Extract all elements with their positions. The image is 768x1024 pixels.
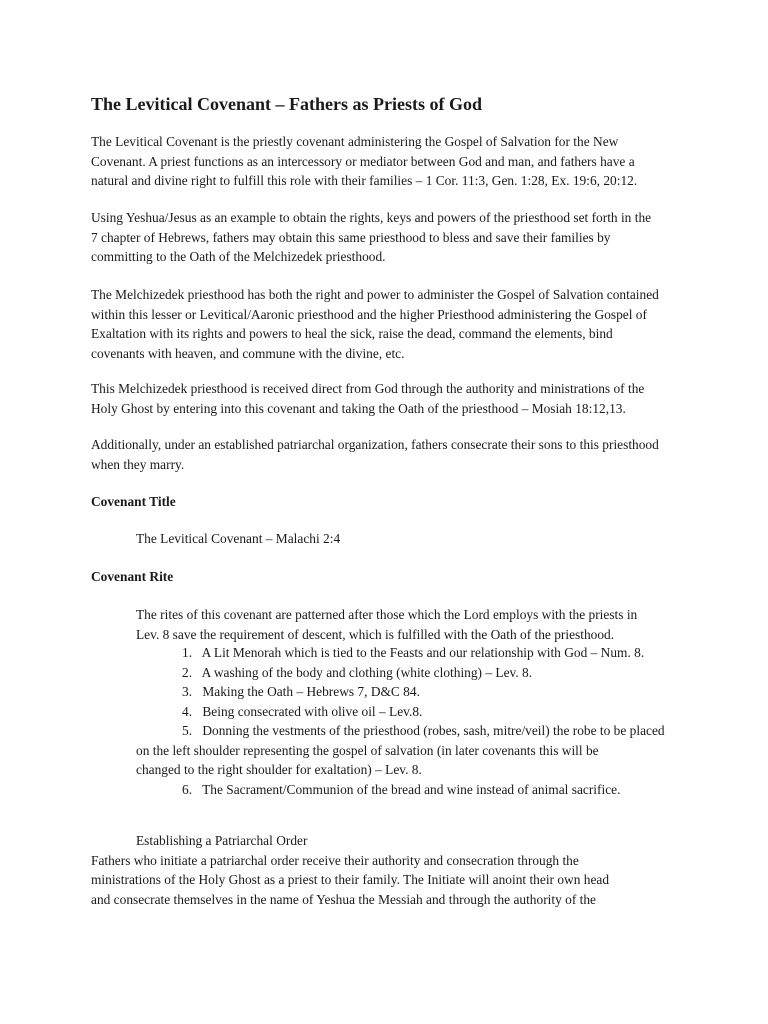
text-line: within this lesser or Levitical/Aaronic priesthood and the higher Priesthood administering the Gospel of xyxy=(91,306,647,322)
list-item xyxy=(136,663,665,683)
paragraph-received-from-god xyxy=(91,379,691,418)
covenant-title-text: The Levitical Covenant – Malachi 2:4 xyxy=(136,531,341,546)
covenant-rite-intro xyxy=(136,605,637,644)
text-line: Covenant. A priest functions as an intercessory or mediator between God and man, and fathers have a xyxy=(91,153,635,169)
list-item-number: 3. xyxy=(182,684,193,699)
text-line: natural and divine right to fulfill this role with their families – 1 Cor. 11:3, Gen. 1:28, Ex. 19:6, 20:12. xyxy=(91,173,638,188)
paragraph-consecrate-sons xyxy=(91,435,691,474)
list-item-text: A Lit Menorah which is tied to the Feasts and our relationship with God – Num. 8. xyxy=(201,645,645,660)
section-heading-covenant-rite: Covenant Rite xyxy=(91,569,174,584)
list-item xyxy=(136,721,665,741)
list-item-number: 2. xyxy=(182,664,193,680)
text-line: The Levitical Covenant is the priestly covenant administering the Gospel of Salvation for the New xyxy=(91,134,619,149)
text-line: ministrations of the Holy Ghost as a priest to their family. The Initiate will anoint their own head xyxy=(91,872,610,887)
list-item-text: Making the Oath – Hebrews 7, D&C 84. xyxy=(202,684,420,699)
list-item-text: Donning the vestments of the priesthood (robes, sash, mitre/veil) the robe to be placed xyxy=(202,723,665,738)
list-item-text: The Sacrament/Communion of the bread and wine instead of animal sacrifice. xyxy=(202,781,621,797)
paragraph-yeshua-example xyxy=(91,208,691,267)
list-item-continuation xyxy=(136,741,665,761)
page-title: The Levitical Covenant – Fathers as Priests of God xyxy=(91,94,482,114)
list-item xyxy=(136,643,665,663)
paragraph-melchizedek-power xyxy=(91,285,691,363)
text-line: 7 chapter of Hebrews, fathers may obtain this same priesthood to bless and save their families by xyxy=(91,229,611,245)
list-item-text: A washing of the body and clothing (white clothing) – Lev. 8. xyxy=(201,664,533,680)
text-line: and consecrate themselves in the name of Yeshua the Messiah and through the authority of the xyxy=(91,891,596,907)
text-line: Additionally, under an established patriarchal organization, fathers consecrate their sons to this priesthood xyxy=(91,437,659,452)
patriarchal-order-heading: Establishing a Patriarchal Order xyxy=(136,833,308,848)
text-line: Using Yeshua/Jesus as an example to obtain the rights, keys and powers of the priesthood set forth in the xyxy=(91,210,652,225)
text-line: The rites of this covenant are patterned after those which the Lord employs with the priests in xyxy=(136,607,638,622)
patriarchal-order-section xyxy=(91,831,609,909)
rite-list xyxy=(136,643,665,799)
list-item-continuation xyxy=(136,760,665,780)
list-item-number: 5. xyxy=(182,723,193,738)
list-item-text: on the left shoulder representing the gospel of salvation (in later covenants this will be xyxy=(136,742,599,758)
list-item xyxy=(136,780,665,800)
text-line: Exaltation with its rights and powers to heal the sick, raise the dead, command the elements, bind xyxy=(91,326,613,341)
list-item xyxy=(136,702,665,722)
list-item-text: Being consecrated with olive oil – Lev.8. xyxy=(202,703,423,719)
list-item xyxy=(136,682,665,702)
text-line: This Melchizedek priesthood is received direct from God through the authority and ministrations of the xyxy=(91,381,645,396)
text-line: when they marry. xyxy=(91,456,185,472)
text-line: committing to the Oath of the Melchizedek priesthood. xyxy=(91,249,386,264)
text-line: Fathers who initiate a patriarchal order receive their authority and consecration through the xyxy=(91,852,579,868)
list-item-number: 6. xyxy=(182,781,193,797)
section-heading-covenant-title: Covenant Title xyxy=(91,494,176,509)
list-item-number: 4. xyxy=(182,703,193,719)
list-item-text: changed to the right shoulder for exaltation) – Lev. 8. xyxy=(136,762,422,777)
text-line: Lev. 8 save the requirement of descent, which is fulfilled with the Oath of the priesthood. xyxy=(136,626,615,642)
text-line: covenants with heaven, and commune with the divine, etc. xyxy=(91,345,405,361)
list-item-number: 1. xyxy=(182,645,193,660)
text-line: Holy Ghost by entering into this covenant and taking the Oath of the priesthood – Mosiah 18:12,13. xyxy=(91,400,626,416)
paragraph-intro xyxy=(91,132,691,191)
text-line: The Melchizedek priesthood has both the right and power to administer the Gospel of Salvation contained xyxy=(91,287,659,302)
